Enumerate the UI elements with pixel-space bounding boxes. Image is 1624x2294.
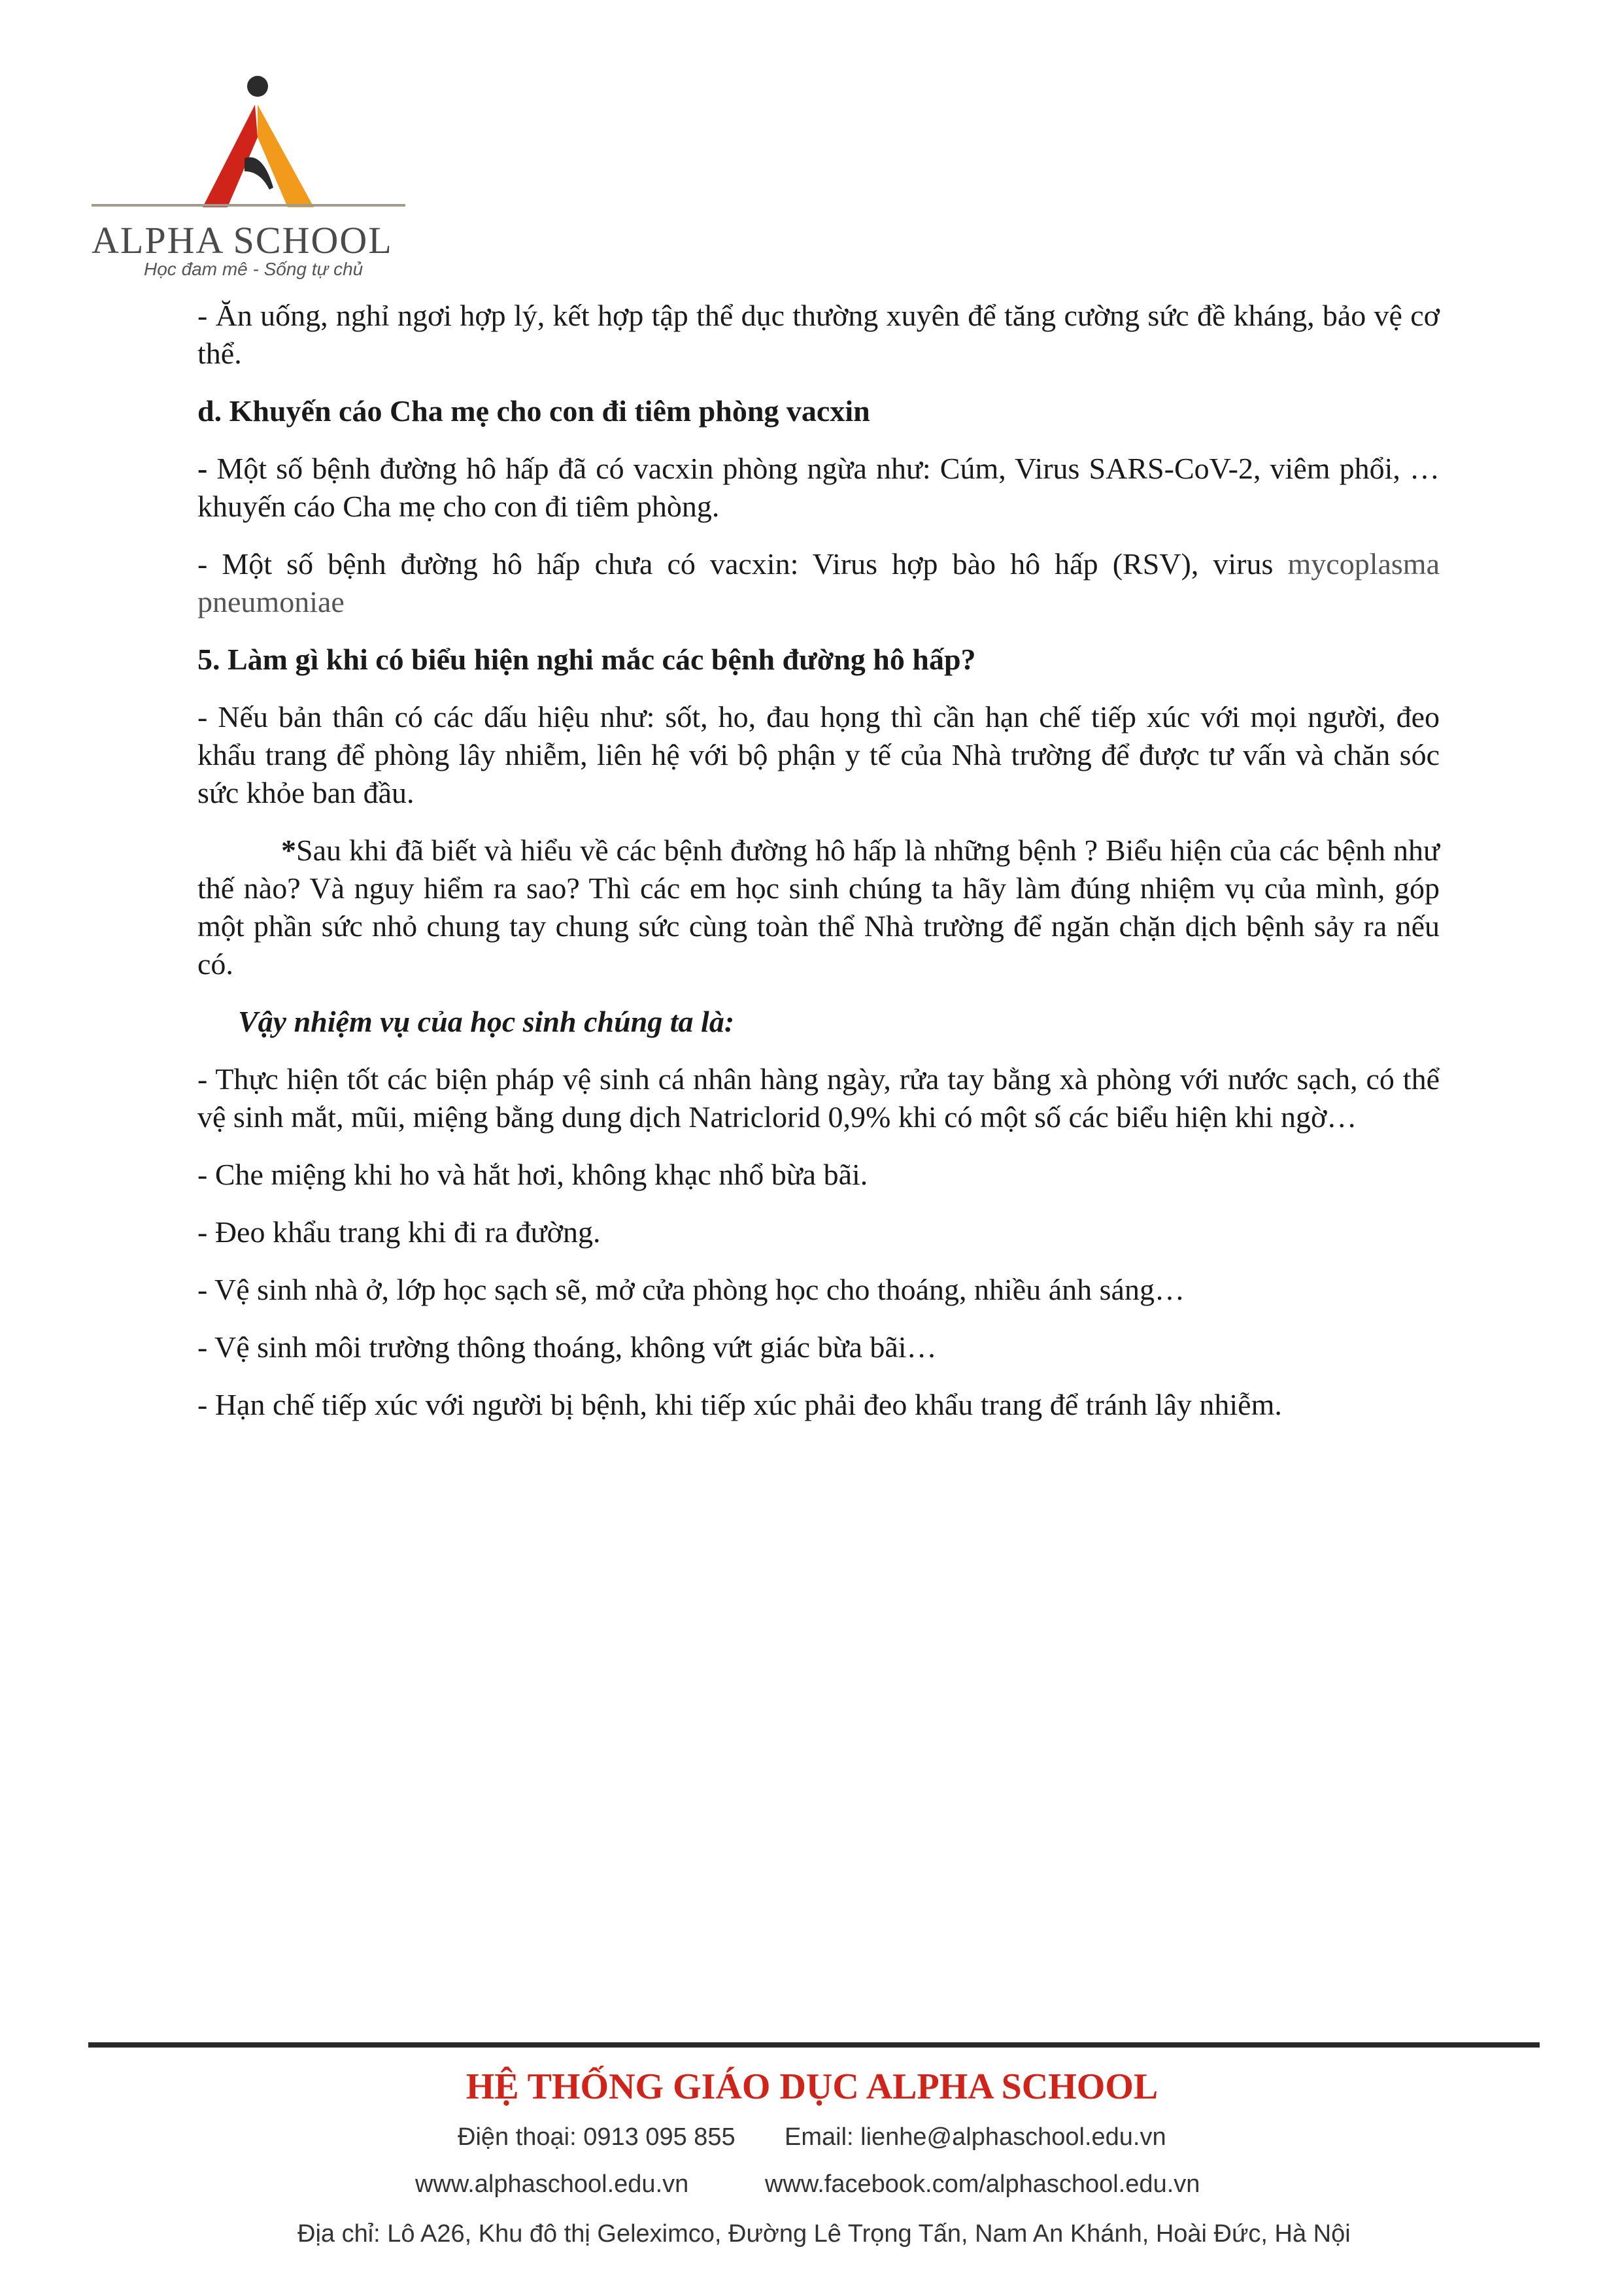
paragraph-summary xyxy=(197,832,1440,983)
footer-address: Địa chỉ: Lô A26, Khu đô thị Geleximco, Đường Lê Trọng Tấn, Nam An Khánh, Hoài Đức, Hà Nội xyxy=(297,2220,1351,2248)
footer-email[interactable]: Email: lienhe@alphaschool.edu.vn xyxy=(785,2123,1166,2151)
footer-website[interactable]: www.alphaschool.edu.vn xyxy=(415,2170,689,2198)
paragraph-text: Một số bệnh đường hô hấp đã có vacxin phòng ngừa như: Cúm, Virus SARS-CoV-2, viêm phổi, … khuyến cáo Cha mẹ cho con đi tiêm phòng. xyxy=(197,452,1440,523)
document-body xyxy=(197,297,1440,1443)
paragraph-unvaccinated-diseases xyxy=(197,545,1440,621)
alpha-logo-icon xyxy=(190,73,327,212)
footer-title: HỆ THỐNG GIÁO DỤC ALPHA SCHOOL xyxy=(465,2066,1159,2107)
paragraph-nutrition: - Ăn uống, nghỉ ngơi hợp lý, kết hợp tập thể dục thường xuyên để tăng cường sức đề kháng, bảo vệ cơ thể. xyxy=(197,299,1440,370)
mycoplasma-text: mycoplasma pneumoniae xyxy=(197,547,1440,618)
task-item: - Che miệng khi ho và hắt hơi, không khạc nhổ bừa bãi. xyxy=(197,1158,868,1191)
task-item: - Vệ sinh nhà ở, lớp học sạch sẽ, mở cửa phòng học cho thoáng, nhiều ánh sáng… xyxy=(197,1273,1185,1306)
heading-section-5: 5. Làm gì khi có biểu hiện nghi mắc các bệnh đường hô hấp? xyxy=(197,643,976,676)
task-item: - Đeo khẩu trang khi đi ra đường. xyxy=(197,1215,601,1249)
paragraph-vaccinated-diseases xyxy=(197,450,1440,526)
dash: - xyxy=(197,452,208,485)
task-item: - Vệ sinh môi trường thông thoáng, không vứt giác bừa bãi… xyxy=(197,1330,937,1364)
paragraph-text: - Một số bệnh đường hô hấp chưa có vacxin: Virus hợp bào hô hấp (RSV), virus xyxy=(197,547,1288,581)
footer-facebook[interactable]: www.facebook.com/alphaschool.edu.vn xyxy=(765,2170,1200,2198)
logo-tagline: Học đam mê - Sống tự chủ xyxy=(144,259,364,279)
school-logo xyxy=(92,73,418,289)
task-item: - Thực hiện tốt các biện pháp vệ sinh cá nhân hàng ngày, rửa tay bằng xà phòng với nước sạch, có thể vệ sinh mắt, mũi, miệng bằng dung dịch Natriclorid 0,9% khi có một số các biểu hiện khi ngờ… xyxy=(197,1062,1440,1134)
asterisk: * xyxy=(281,834,296,867)
logo-name: ALPHA SCHOOL xyxy=(92,204,405,262)
task-item: - Hạn chế tiếp xúc với người bị bệnh, khi tiếp xúc phải đeo khẩu trang để tránh lây nhiễm. xyxy=(197,1388,1282,1421)
footer-phone: Điện thoại: 0913 095 855 xyxy=(458,2123,736,2151)
subtitle-student-duties: Vậy nhiệm vụ của học sinh chúng ta là: xyxy=(238,1005,735,1038)
paragraph-text: Sau khi đã biết và hiểu về các bệnh đường hô hấp là những bệnh ? Biểu hiện của các bệnh như thế nào? Và nguy hiểm ra sao? Thì các em học sinh chúng ta hãy làm đúng nhiệm vụ của mình, góp một phần sức nhỏ chung tay chung sức cùng toàn thể Nhà trường để ngăn chặn dịch bệnh sảy ra nếu có. xyxy=(197,834,1440,981)
footer-divider xyxy=(88,2042,1540,2048)
paragraph-symptoms: - Nếu bản thân có các dấu hiệu như: sốt, ho, đau họng thì cần hạn chế tiếp xúc với mọi người, đeo khẩu trang để phòng lây nhiễm, liên hệ với bộ phận y tế của Nhà trường để được tư vấn và chăn sóc sức khỏe ban đầu. xyxy=(197,700,1440,809)
heading-vaccine: d. Khuyến cáo Cha mẹ cho con đi tiêm phòng vacxin xyxy=(197,394,870,428)
